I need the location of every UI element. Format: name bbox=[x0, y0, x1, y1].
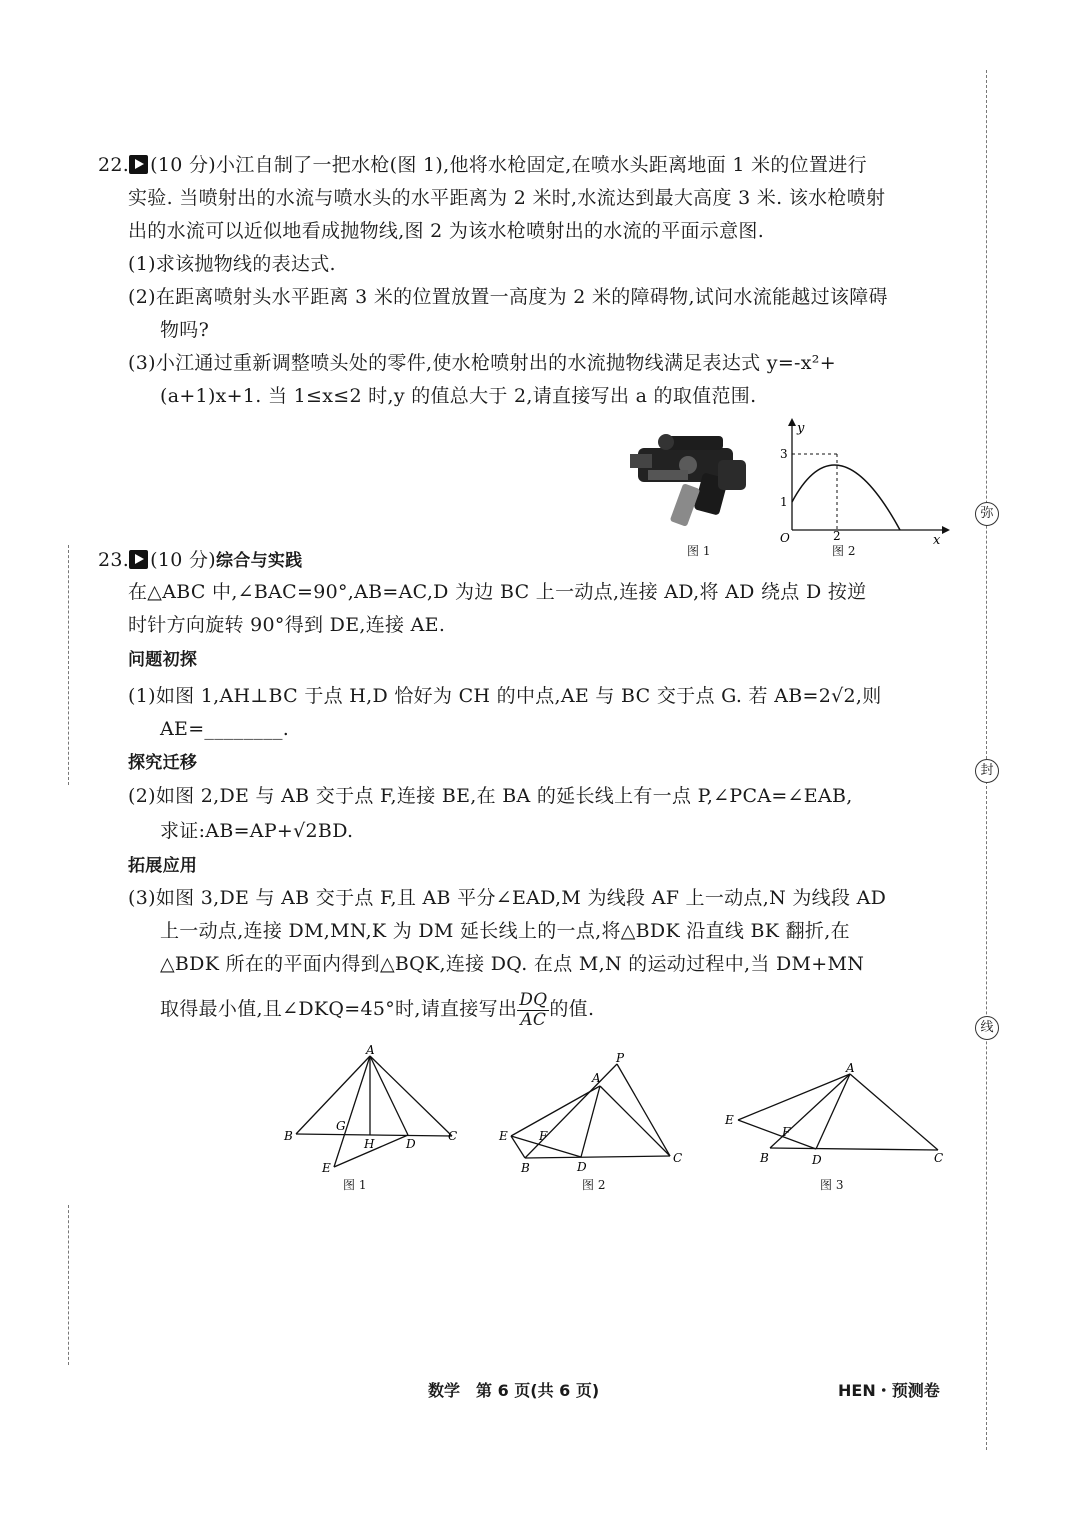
q22-part2a: (2)在距离喷射头水平距离 3 米的位置放置一高度为 2 米的障碍物,试问水流能越过该障碍 bbox=[128, 286, 888, 308]
q22-fig1-caption: 图 1 bbox=[687, 544, 711, 558]
fig1-label-B: B bbox=[284, 1129, 293, 1143]
left-margin-dashed-line-bottom bbox=[68, 1205, 69, 1365]
graph-label-y: y bbox=[797, 421, 805, 436]
fig3-label-E: E bbox=[725, 1113, 734, 1127]
q23-line1: 在△ABC 中,∠BAC=90°,AB=AC,D 为边 BC 上一动点,连接 AD,将 AD 绕点 D 按逆 bbox=[128, 581, 867, 603]
q23-part1b: AE=________. bbox=[160, 718, 290, 740]
q23-fig2-caption: 图 2 bbox=[582, 1178, 606, 1192]
q23-header bbox=[98, 548, 302, 573]
fig1-label-H: H bbox=[364, 1137, 375, 1151]
q23-heading-2: 探究迁移 bbox=[128, 753, 198, 773]
fig1-label-D: D bbox=[406, 1137, 416, 1151]
geometry-figure-3 bbox=[720, 1058, 950, 1170]
fig2-label-F: F bbox=[539, 1129, 548, 1143]
fig2-label-E: E bbox=[499, 1129, 508, 1143]
fig3-label-C: C bbox=[934, 1151, 944, 1165]
q23-heading-3: 拓展应用 bbox=[128, 856, 198, 876]
q22-fig2-caption: 图 2 bbox=[832, 544, 856, 558]
fig2-label-B: B bbox=[521, 1161, 530, 1175]
fig2-label-C: C bbox=[673, 1151, 683, 1165]
q23-part3b: 上一动点,连接 DM,MN,K 为 DM 延长线上的一点,将△BDK 沿直线 BK 翻折,在 bbox=[160, 920, 850, 942]
q23-part1a: (1)如图 1,AH⊥BC 于点 H,D 恰好为 CH 的中点,AE 与 BC 交于点 G. 若 AB=2√2,则 bbox=[128, 685, 882, 707]
fig1-label-C: C bbox=[448, 1129, 458, 1143]
q23-fig1-caption: 图 1 bbox=[343, 1178, 367, 1192]
fraction-denominator: AC bbox=[520, 1009, 547, 1030]
q23-part3d-pre: 取得最小值,且∠DKQ=45°时,请直接写出 bbox=[160, 998, 518, 1020]
fig3-label-B: B bbox=[760, 1151, 769, 1165]
graph-label-O: O bbox=[780, 531, 790, 545]
q22-part3a: (3)小江通过重新调整喷头处的零件,使水枪喷射出的水流抛物线满足表达式 y=-x²+ bbox=[128, 352, 836, 374]
q23-part3d bbox=[160, 985, 594, 1033]
q23-part3c: △BDK 所在的平面内得到△BQK,连接 DQ. 在点 M,N 的运动过程中,当 DM+MN bbox=[160, 953, 865, 975]
parabola-graph bbox=[770, 416, 950, 548]
fig1-label-G: G bbox=[336, 1119, 346, 1133]
q22-part1: (1)求该抛物线的表达式. bbox=[128, 253, 336, 275]
q23-part3a: (3)如图 3,DE 与 AB 交于点 F,且 AB 平分∠EAD,M 为线段 AF 上一动点,N 为线段 AD bbox=[128, 887, 887, 909]
page-footer-center: 数学 第 6 页(共 6 页) bbox=[428, 1381, 600, 1400]
geometry-figure-1 bbox=[280, 1042, 470, 1177]
q23-heading-1: 问题初探 bbox=[128, 650, 198, 670]
graph-label-3: 3 bbox=[780, 447, 788, 461]
geometry-figure-2 bbox=[495, 1050, 690, 1180]
video-play-icon-2[interactable] bbox=[129, 550, 148, 569]
fig2-label-A: A bbox=[592, 1071, 601, 1085]
fig3-label-F: F bbox=[782, 1125, 791, 1139]
fig2-label-P: P bbox=[616, 1051, 625, 1065]
water-gun-image bbox=[628, 430, 753, 530]
q23-title: 综合与实践 bbox=[215, 551, 303, 571]
fraction-dq-ac bbox=[517, 991, 549, 1030]
fig1-label-A: A bbox=[366, 1043, 375, 1057]
q22-number: 22. bbox=[98, 154, 130, 176]
q23-number: 23. bbox=[98, 549, 130, 571]
seal-mi: 弥 bbox=[975, 502, 999, 526]
q23-part3d-post: 的值. bbox=[549, 998, 595, 1020]
q23-line2: 时针方向旋转 90°得到 DE,连接 AE. bbox=[128, 614, 446, 636]
q23-score: (10 分) bbox=[150, 549, 216, 571]
q22-part3b: (a+1)x+1. 当 1≤x≤2 时,y 的值总大于 2,请直接写出 a 的取值范围. bbox=[160, 385, 757, 407]
fig3-label-A: A bbox=[846, 1061, 855, 1075]
q22-line1 bbox=[98, 153, 867, 177]
left-margin-dashed-line-top bbox=[68, 545, 69, 785]
q23-part2a: (2)如图 2,DE 与 AB 交于点 F,连接 BE,在 BA 的延长线上有一点 P,∠PCA=∠EAB, bbox=[128, 785, 853, 807]
graph-label-x: x bbox=[933, 533, 941, 548]
q23-part2b: 求证:AB=AP+√2BD. bbox=[160, 820, 354, 842]
q22-part2b: 物吗? bbox=[160, 319, 210, 341]
page-footer-right: HEN・预测卷 bbox=[838, 1381, 940, 1400]
fig2-label-D: D bbox=[577, 1160, 587, 1174]
fraction-numerator: DQ bbox=[519, 989, 548, 1010]
q23-fig3-caption: 图 3 bbox=[820, 1178, 844, 1192]
fig1-label-E: E bbox=[322, 1161, 331, 1175]
video-play-icon[interactable] bbox=[129, 155, 148, 174]
seal-xian: 线 bbox=[975, 1016, 999, 1040]
fig3-label-D: D bbox=[812, 1153, 822, 1167]
seal-feng: 封 bbox=[975, 759, 999, 783]
graph-label-1: 1 bbox=[780, 495, 788, 509]
q22-line2: 实验. 当喷射出的水流与喷水头的水平距离为 2 米时,水流达到最大高度 3 米. 该水枪喷射 bbox=[128, 187, 886, 209]
q22-text-1: 小江自制了一把水枪(图 1),他将水枪固定,在喷水头距离地面 1 米的位置进行 bbox=[215, 154, 867, 176]
graph-label-2: 2 bbox=[833, 529, 841, 543]
q22-line3: 出的水流可以近似地看成抛物线,图 2 为该水枪喷射出的水流的平面示意图. bbox=[128, 220, 765, 242]
q22-score: (10 分) bbox=[150, 154, 216, 176]
